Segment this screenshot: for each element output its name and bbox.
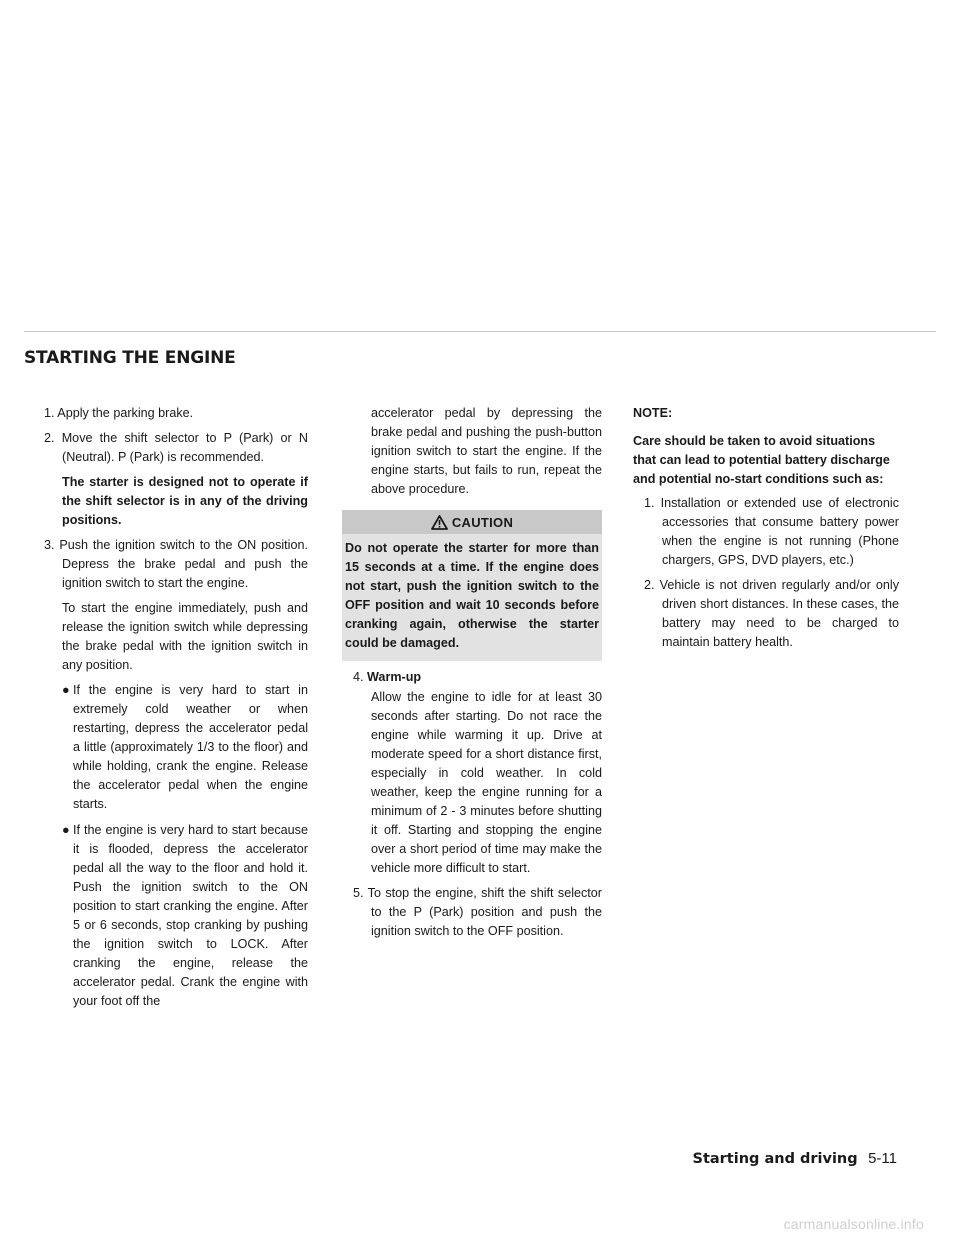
section-title: STARTING THE ENGINE bbox=[24, 348, 236, 368]
step-4-title bbox=[342, 668, 602, 687]
note-title: NOTE: bbox=[633, 406, 673, 420]
step-3: 3. Push the ignition switch to the ON position. Depress the brake pedal and push the ignition switch to start the engine. bbox=[44, 538, 308, 590]
section-rule bbox=[24, 331, 936, 332]
page-number: 5-11 bbox=[868, 1150, 897, 1167]
caution-label: CAUTION bbox=[451, 514, 514, 530]
list-item bbox=[33, 821, 308, 1011]
step-4-text: Allow the engine to idle for at least 30 seconds after starting. Do not race the engine while warming it up. Drive at moderate speed for a short distance first, especially in cold weather. In cold weather, keep the engine running for a minimum of 2 - 3 minutes before shutting it off. Starting and stopping the engine over a short period of time may make the vehicle more difficult to start. bbox=[371, 690, 602, 875]
step-4-label: Warm-up bbox=[367, 670, 422, 684]
page-footer bbox=[693, 1150, 898, 1168]
warning-triangle-icon bbox=[431, 515, 448, 530]
caution-text: Do not operate the starter for more than 15 seconds at a time. If the engine does not start, push the ignition switch to the OFF position and wait 10 seconds before cranking again, otherwise the starter could be damaged. bbox=[345, 541, 599, 650]
caution-header bbox=[342, 510, 602, 534]
step-3-continued: To start the engine immediately, push and release the ignition switch while depressing the brake pedal with the ignition switch in any position. bbox=[62, 601, 308, 672]
bullet-icon: ● bbox=[62, 823, 70, 837]
column-1 bbox=[33, 404, 308, 1018]
note-item-1: 1. Installation or extended use of electronic accessories that consume battery power when the engine is not running (Phone chargers, GPS, DVD players, etc.) bbox=[644, 496, 899, 567]
step-1: 1. Apply the parking brake. bbox=[44, 406, 194, 420]
step-2-warning: The starter is designed not to operate if the shift selector is in any of the driving positions. bbox=[62, 475, 308, 527]
footer-section-name: Starting and driving bbox=[692, 1151, 858, 1167]
step-2: 2. Move the shift selector to P (Park) or N (Neutral). P (Park) is recommended. bbox=[44, 431, 308, 464]
caution-box bbox=[342, 510, 602, 661]
bullet-2-continued: accelerator pedal by depressing the brake pedal and pushing the push-button ignition switch to start the engine. If the engine starts, but fails to run, repeat the above procedure. bbox=[371, 406, 602, 496]
bullet-icon: ● bbox=[62, 683, 70, 697]
column-3 bbox=[633, 404, 899, 658]
note-intro: Care should be taken to avoid situations that can lead to potential battery discharge and potential no-start conditions such as: bbox=[633, 434, 890, 486]
bullet-text: If the engine is very hard to start in extremely cold weather or when restarting, depress the accelerator pedal a little (approximately 1/3 to the floor) and while holding, crank the engine. Release the accelerator pedal when the engine starts. bbox=[73, 683, 308, 811]
note-item-2: 2. Vehicle is not driven regularly and/or only driven short distances. In these cases, the battery may need to be charged to maintain battery health. bbox=[644, 578, 899, 649]
column-2 bbox=[342, 404, 602, 947]
step-4-number: 4. bbox=[353, 670, 364, 684]
watermark: carmanualsonline.info bbox=[783, 1216, 924, 1232]
step-5: 5. To stop the engine, shift the shift selector to the P (Park) position and push the ignition switch to the OFF position. bbox=[353, 886, 602, 938]
bullet-text: If the engine is very hard to start because it is flooded, depress the accelerator pedal all the way to the floor and hold it. Push the ignition switch to the ON position to start cranking the engine. After 5 or 6 seconds, stop cranking by pushing the ignition switch to LOCK. After cranking the engine, release the accelerator pedal. Crank the engine with your foot off the bbox=[73, 823, 308, 1008]
list-item bbox=[33, 681, 308, 814]
